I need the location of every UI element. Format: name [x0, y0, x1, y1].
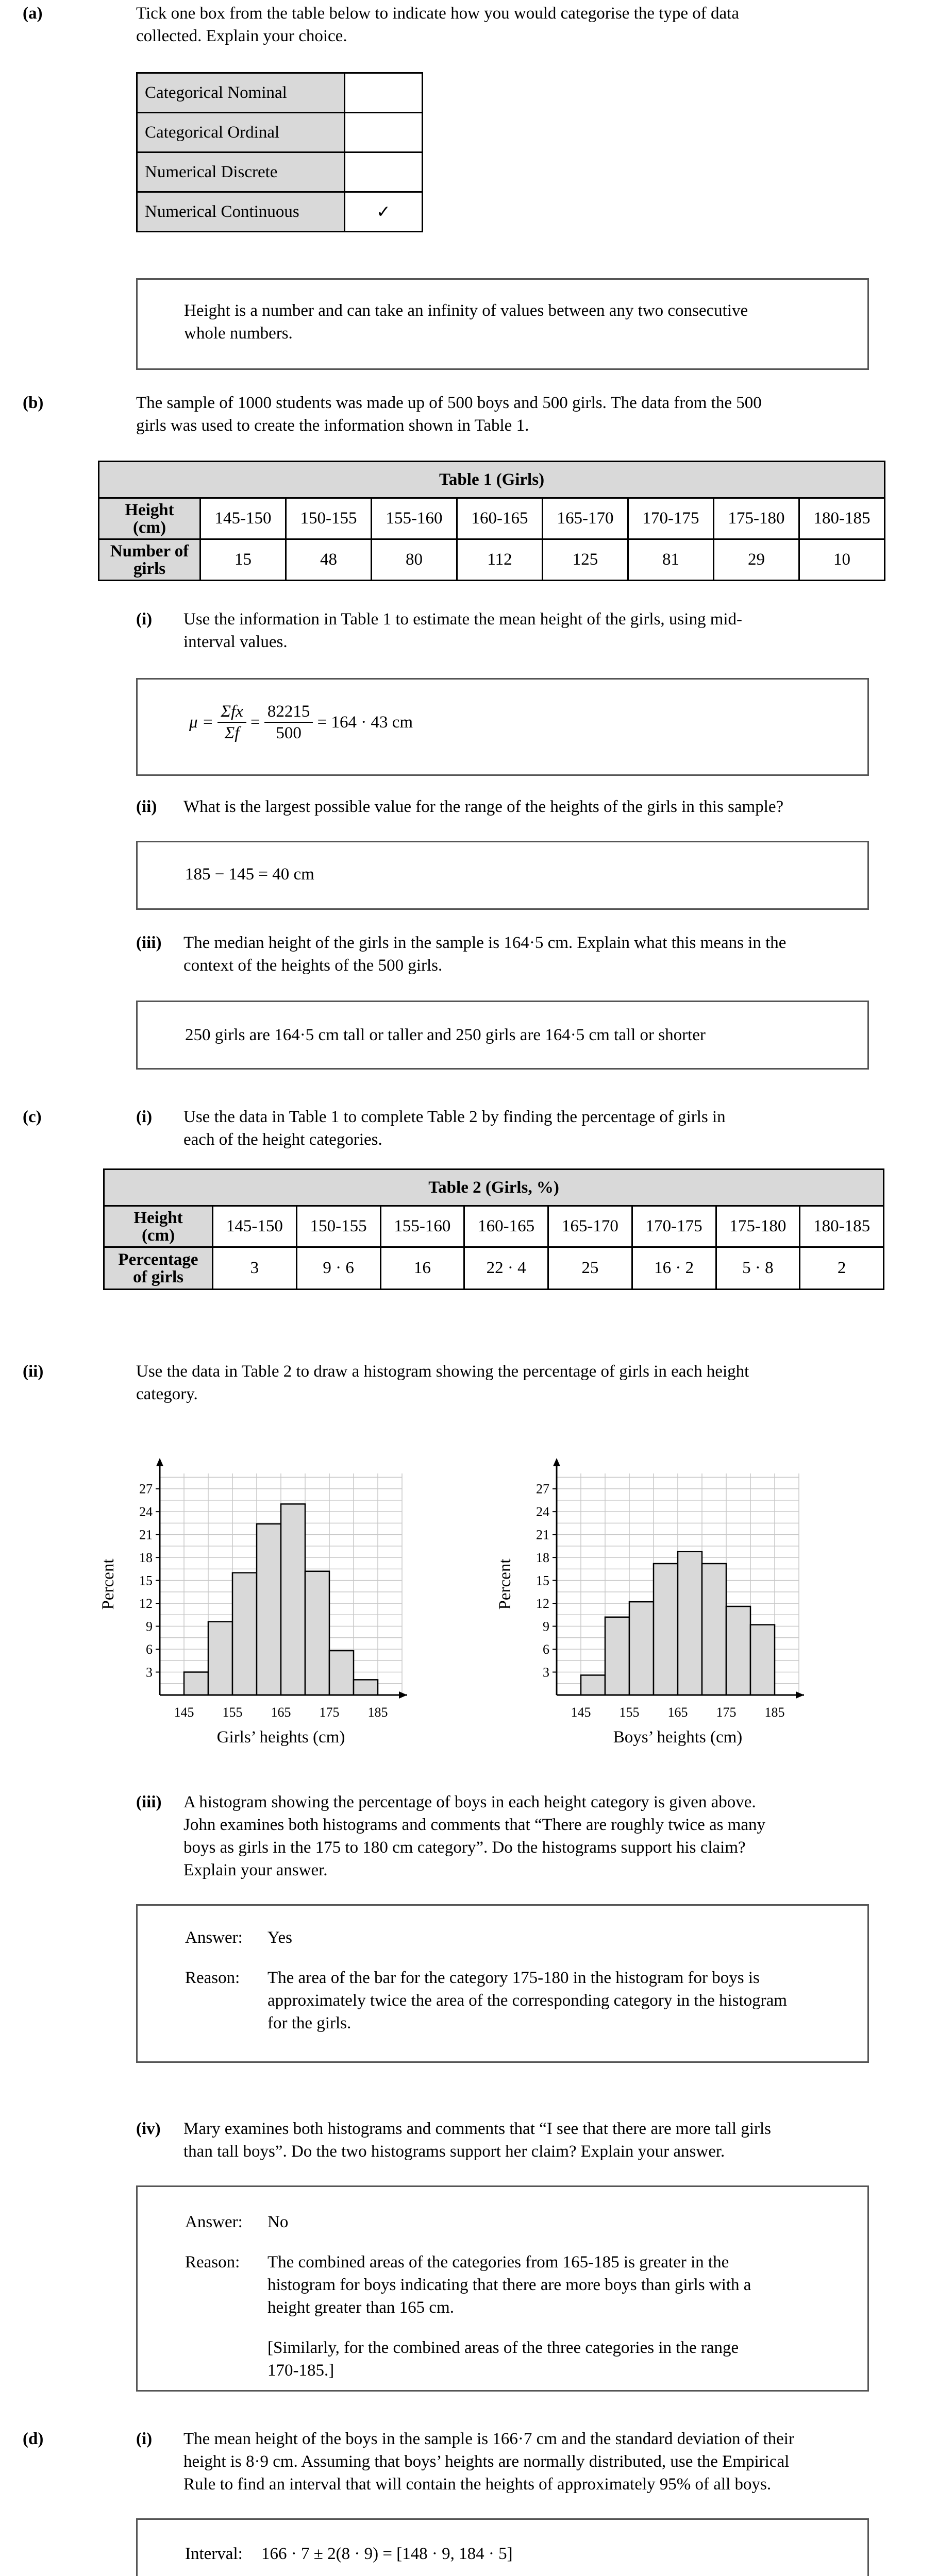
y-tick-label: 18 — [536, 1550, 549, 1566]
tick-box[interactable]: ✓ — [345, 192, 423, 232]
y-tick-label: 3 — [146, 1665, 153, 1680]
answer-value: Yes — [267, 1928, 293, 1947]
table-1-category: 170-175 — [628, 498, 714, 539]
table-1-count: 125 — [543, 539, 628, 581]
part-c-label: (c) — [23, 1108, 42, 1126]
part-d-i-question-line1: The mean height of the boys in the sample is 166·7 cm and the standard deviation of their — [183, 2430, 794, 2448]
table-1-girls — [98, 461, 885, 581]
table-1-count: 80 — [372, 539, 457, 581]
part-b-ii-label: (ii) — [136, 798, 157, 816]
tick-box[interactable] — [345, 113, 423, 152]
part-c-iii-question-line1: A histogram showing the percentage of boys in each height category is given above. — [183, 1793, 756, 1811]
x-axis-arrow — [399, 1691, 407, 1699]
table-1-count: 112 — [457, 539, 543, 581]
part-b-iii-question-line1: The median height of the girls in the sample is 164·5 cm. Explain what this means in the — [183, 934, 787, 952]
mu-symbol: μ = — [189, 713, 214, 732]
table-2-percent: 2 — [800, 1247, 884, 1290]
reason-line1: The combined areas of the categories from 165-185 is greater in the — [267, 2253, 729, 2272]
part-c-iii-question-line3: boys as girls in the 175 to 180 cm category”. Do the histograms support his claim? — [183, 1838, 746, 1857]
answer-box-c-iii — [136, 1904, 869, 2063]
x-tick-label: 155 — [619, 1705, 640, 1720]
part-b-i-question-line1: Use the information in Table 1 to estimate the mean height of the girls, using mid- — [183, 610, 743, 629]
table-2-category: 180-185 — [800, 1206, 884, 1247]
histogram-bar — [232, 1573, 257, 1695]
table-2-category: 165-170 — [548, 1206, 632, 1247]
part-d-label: (d) — [23, 2430, 44, 2448]
x-tick-label: 145 — [174, 1705, 194, 1720]
girls-histogram — [93, 1437, 464, 1767]
histogram-bar — [726, 1606, 750, 1695]
range-answer: 185 − 145 = 40 cm — [185, 865, 314, 884]
data-type-row — [137, 152, 423, 192]
table-2-category: 175-180 — [716, 1206, 800, 1247]
answer-box-a — [136, 278, 869, 370]
table-1-category: 155-160 — [372, 498, 457, 539]
interval-label: Interval: — [185, 2545, 243, 2563]
table-1-count: 29 — [714, 539, 799, 581]
part-b-iii-question-line2: context of the heights of the 500 girls. — [183, 956, 443, 975]
y-tick-label: 27 — [139, 1481, 153, 1497]
table-2-percent: 16 — [380, 1247, 464, 1290]
part-c-i-question-line1: Use the data in Table 1 to complete Table 2 by finding the percentage of girls in — [183, 1108, 726, 1126]
part-b-i-label: (i) — [136, 610, 153, 629]
reason-label: Reason: — [185, 1969, 240, 1987]
table-1-category: 145-150 — [200, 498, 286, 539]
table-1-category: 175-180 — [714, 498, 799, 539]
part-c-i-question-line2: each of the height categories. — [183, 1130, 382, 1149]
part-b-iii-label: (iii) — [136, 934, 162, 952]
table-2-percent: 25 — [548, 1247, 632, 1290]
y-tick-label: 21 — [536, 1527, 549, 1543]
boys-histogram — [490, 1437, 861, 1767]
mean-formula — [189, 701, 413, 743]
part-c-iii-question-line4: Explain your answer. — [183, 1861, 328, 1879]
y-tick-label: 6 — [146, 1642, 153, 1657]
data-type-name: Categorical Ordinal — [137, 113, 345, 152]
tick-box[interactable] — [345, 152, 423, 192]
tick-box[interactable] — [345, 73, 423, 113]
part-b-intro-line1: The sample of 1000 students was made up of 500 boys and 500 girls. The data from the 500 — [136, 394, 762, 412]
reason-line3: height greater than 165 cm. — [267, 2298, 454, 2317]
data-type-row — [137, 73, 423, 113]
y-tick-label: 6 — [543, 1642, 549, 1657]
y-tick-label: 21 — [139, 1527, 153, 1543]
x-axis-title: Boys’ heights (cm) — [613, 1728, 743, 1747]
answer-box-c-iv — [136, 2185, 869, 2392]
x-tick-label: 185 — [764, 1705, 785, 1720]
reason-label: Reason: — [185, 2253, 240, 2272]
part-c-ii-question-line1: Use the data in Table 2 to draw a histogram showing the percentage of girls in each height — [136, 1362, 749, 1381]
part-b-i-question-line2: interval values. — [183, 633, 288, 651]
answer-label: Answer: — [185, 2213, 243, 2231]
y-axis-title: Percent — [496, 1558, 514, 1610]
part-c-iii-label: (iii) — [136, 1793, 162, 1811]
histogram-bar — [184, 1672, 208, 1695]
part-d-i-question-line3: Rule to find an interval that will contain the heights of approximately 95% of all boys. — [183, 2475, 772, 2494]
part-c-iv-label: (iv) — [136, 2120, 161, 2138]
table-1-category: 180-185 — [799, 498, 885, 539]
y-axis-arrow — [156, 1458, 163, 1466]
part-c-iv-question-line2: than tall boys”. Do the two histograms support her claim? Explain your answer. — [183, 2142, 725, 2161]
histogram-bar — [629, 1602, 654, 1695]
part-c-i-label: (i) — [136, 1108, 153, 1126]
table-2-title: Table 2 (Girls, %) — [104, 1170, 884, 1206]
reason-note-line2: 170-185.] — [267, 2361, 334, 2380]
part-c-ii-label: (ii) — [23, 1362, 44, 1381]
histogram-bar — [654, 1564, 678, 1695]
x-tick-label: 175 — [319, 1705, 340, 1720]
reason-line2: approximately twice the area of the corresponding category in the histogram — [267, 1991, 787, 2010]
table-1-category: 150-155 — [286, 498, 372, 539]
table-2-percent: 9 · 6 — [296, 1247, 380, 1290]
reason-note-line1: [Similarly, for the combined areas of the three categories in the range — [267, 2338, 739, 2357]
answer-value: No — [267, 2213, 289, 2231]
answer-box-b-ii — [136, 841, 869, 910]
part-a-question-line1: Tick one box from the table below to indicate how you would categorise the type of data — [136, 4, 739, 23]
table-2-category: 155-160 — [380, 1206, 464, 1247]
fraction-sum: $\frac{\text{Σfx}}{\Sigma f}$ — [217, 701, 246, 743]
x-tick-label: 175 — [716, 1705, 737, 1720]
histogram-bar — [208, 1622, 232, 1695]
table-1-title: Table 1 (Girls) — [99, 462, 885, 498]
y-tick-label: 9 — [543, 1619, 549, 1634]
answer-box-d-i — [136, 2518, 869, 2576]
answer-label: Answer: — [185, 1928, 243, 1947]
interval-value: 166 · 7 ± 2(8 · 9) = [148 · 9, 184 · 5] — [261, 2545, 513, 2563]
table-2-category: 145-150 — [213, 1206, 297, 1247]
histogram-bar — [581, 1675, 605, 1695]
y-tick-label: 12 — [139, 1596, 153, 1612]
part-d-i-label: (i) — [136, 2430, 153, 2448]
x-tick-label: 165 — [667, 1705, 688, 1720]
part-c-iv-question-line1: Mary examines both histograms and comments that “I see that there are more tall girls — [183, 2120, 771, 2138]
y-tick-label: 9 — [146, 1619, 153, 1634]
data-type-name: Categorical Nominal — [137, 73, 345, 113]
y-tick-label: 18 — [139, 1550, 153, 1566]
x-tick-label: 185 — [367, 1705, 388, 1720]
fraction-values: $\frac{82215}{500}$ — [264, 701, 313, 743]
reason-line1: The area of the bar for the category 175-180 in the histogram for boys is — [267, 1969, 760, 1987]
data-type-name: Numerical Continuous — [137, 192, 345, 232]
histogram-bar — [750, 1625, 775, 1695]
x-tick-label: 165 — [271, 1705, 291, 1720]
y-tick-label: 12 — [536, 1596, 549, 1612]
table-2-height-header: Height (cm) — [104, 1206, 213, 1247]
x-tick-label: 145 — [571, 1705, 591, 1720]
data-type-row — [137, 113, 423, 152]
y-axis-title: Percent — [99, 1558, 118, 1610]
part-b-intro-line2: girls was used to create the information shown in Table 1. — [136, 416, 529, 435]
table-2-percent-header: Percentage of girls — [104, 1247, 213, 1290]
part-c-ii-question-line2: category. — [136, 1385, 198, 1403]
histogram-bar — [702, 1564, 726, 1695]
table-1-count: 81 — [628, 539, 714, 581]
median-answer: 250 girls are 164·5 cm tall or taller and 250 girls are 164·5 cm tall or shorter — [185, 1026, 706, 1044]
table-1-category: 160-165 — [457, 498, 543, 539]
data-type-table — [136, 72, 423, 232]
histogram-bar — [257, 1524, 281, 1695]
y-tick-label: 15 — [139, 1573, 153, 1588]
table-2-category: 150-155 — [296, 1206, 380, 1247]
histogram-bar — [678, 1551, 702, 1695]
table-1-count: 15 — [200, 539, 286, 581]
reason-line3: for the girls. — [267, 2014, 352, 2032]
histogram-bar — [305, 1571, 329, 1695]
equals-sign: = — [250, 713, 260, 732]
y-axis-arrow — [553, 1458, 560, 1466]
answer-box-b-i — [136, 678, 869, 776]
table-2-percent: 16 · 2 — [632, 1247, 716, 1290]
answer-box-b-iii — [136, 1001, 869, 1070]
table-1-category: 165-170 — [543, 498, 628, 539]
y-tick-label: 24 — [536, 1504, 549, 1520]
table-2-percent: 22 · 4 — [464, 1247, 548, 1290]
table-1-count: 10 — [799, 539, 885, 581]
mean-result: = 164 · 43 cm — [317, 713, 413, 732]
table-2-percent: 5 · 8 — [716, 1247, 800, 1290]
part-b-label: (b) — [23, 394, 44, 412]
histogram-bar — [605, 1617, 629, 1695]
histogram-bar — [329, 1651, 354, 1695]
part-a-question-line2: collected. Explain your choice. — [136, 27, 347, 45]
x-axis-arrow — [796, 1691, 804, 1699]
x-axis-title: Girls’ heights (cm) — [216, 1728, 345, 1747]
y-tick-label: 27 — [536, 1481, 549, 1497]
part-a-label: (a) — [23, 4, 43, 23]
y-tick-label: 3 — [543, 1665, 549, 1680]
data-type-row — [137, 192, 423, 232]
part-b-ii-question: What is the largest possible value for the range of the heights of the girls in this sample? — [183, 798, 784, 816]
table-2-category: 170-175 — [632, 1206, 716, 1247]
part-c-iii-question-line2: John examines both histograms and comments that “There are roughly twice as many — [183, 1816, 766, 1834]
table-2-percent: 3 — [213, 1247, 297, 1290]
answer-a-line2: whole numbers. — [184, 324, 293, 343]
answer-a-line1: Height is a number and can take an infinity of values between any two consecutive — [184, 301, 748, 320]
table-2-girls-percent — [103, 1168, 884, 1290]
histogram-bar — [281, 1504, 305, 1695]
reason-line2: histogram for boys indicating that there are more boys than girls with a — [267, 2276, 751, 2294]
histogram-bar — [354, 1680, 378, 1695]
x-tick-label: 155 — [222, 1705, 243, 1720]
table-1-height-header: Height (cm) — [99, 498, 200, 539]
table-2-category: 160-165 — [464, 1206, 548, 1247]
y-tick-label: 15 — [536, 1573, 549, 1588]
table-1-count-header: Number of girls — [99, 539, 200, 581]
table-1-count: 48 — [286, 539, 372, 581]
part-d-i-question-line2: height is 8·9 cm. Assuming that boys’ heights are normally distributed, use the Empirical — [183, 2452, 790, 2471]
y-tick-label: 24 — [139, 1504, 153, 1520]
data-type-name: Numerical Discrete — [137, 152, 345, 192]
